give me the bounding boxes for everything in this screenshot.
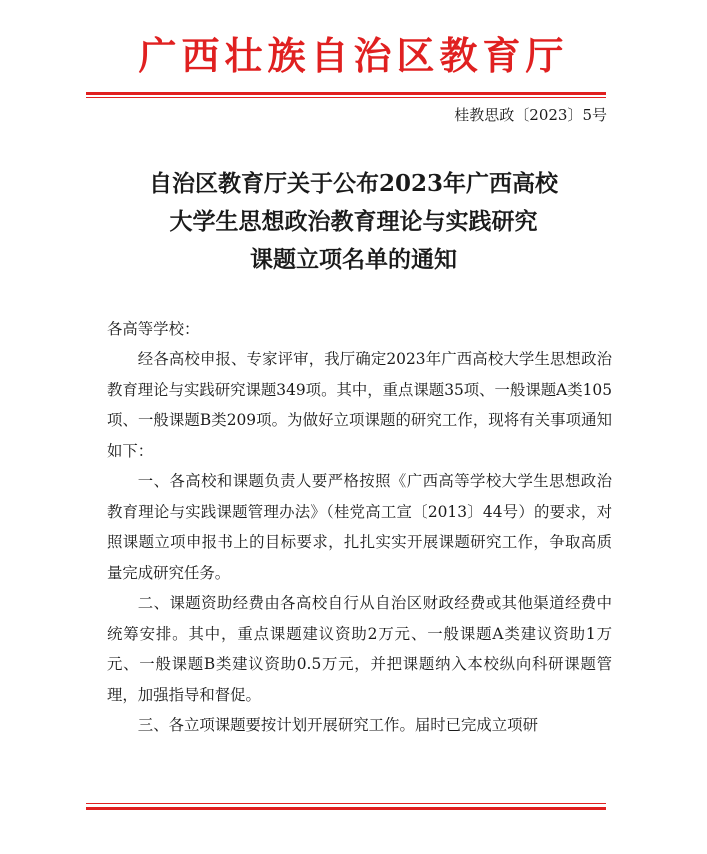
title-line: 自治区教育厅关于公布2023年广西高校	[148, 170, 558, 197]
body-paragraph: 二、课题资助经费由各高校自行从自治区财政经费或其他渠道经费中统筹安排。其中，重点课题建议资助2万元、一般课题A类建议资助1万元、一般课题B类建议资助0.5万元，并把课题纳入本校纵向科研课题管理，加强指导和督促。	[107, 594, 612, 704]
title-line: 大学生思想政治教育理论与实践研究	[169, 208, 538, 235]
footer-rule-thin	[86, 803, 606, 804]
org-header-title: 广西壮族自治区教育厅	[138, 33, 569, 78]
body-paragraph: 三、各立项课题要按计划开展研究工作。届时已完成立项研	[137, 716, 538, 734]
salutation: 各高等学校：	[107, 320, 200, 338]
header-rule-thin	[86, 97, 606, 98]
title-line: 课题立项名单的通知	[250, 246, 457, 273]
document-body	[107, 314, 612, 741]
footer-rule-thick	[86, 807, 606, 810]
header-rule-thick	[86, 92, 606, 95]
document-number: 桂教思政〔2023〕5号	[454, 106, 607, 124]
body-paragraph: 经各高校申报、专家评审，我厅确定2023年广西高校大学生思想政治教育理论与实践研究课题349项。其中，重点课题35项、一般课题A类105项、一般课题B类209项。为做好立项课题的研究工作，现将有关事项通知如下：	[107, 350, 612, 460]
document-title	[0, 165, 707, 279]
body-paragraph: 一、各高校和课题负责人要严格按照《广西高等学校大学生思想政治教育理论与实践课题管理办法》（桂党高工宣〔2013〕44号）的要求，对照课题立项申报书上的目标要求，扎扎实实开展课题研究工作，争取高质量完成研究任务。	[107, 472, 612, 582]
